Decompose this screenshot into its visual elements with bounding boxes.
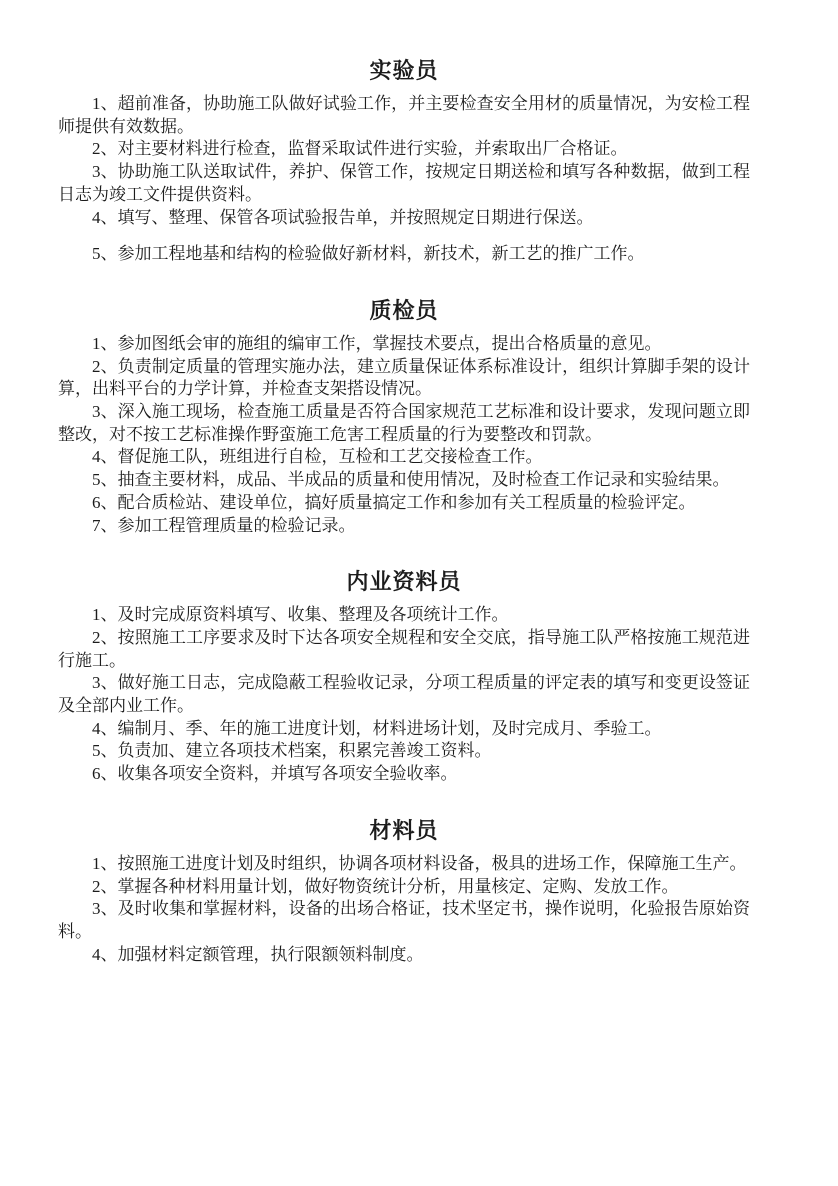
section-title: 材料员 xyxy=(369,817,439,843)
duty-item: 1、参加图纸会审的施组的编审工作，掌握技术要点，提出合格质量的意见。 xyxy=(92,333,662,353)
job-section-1 xyxy=(58,56,750,266)
duty-item: 4、督促施工队，班组进行自检，互检和工艺交接检查工作。 xyxy=(92,447,543,467)
duty-item: 7、参加工程管理质量的检验记录。 xyxy=(92,515,356,535)
duty-item: 3、做好施工日志，完成隐蔽工程验收记录，分项工程质量的评定表的填写和变更设签证及全部内业工作。 xyxy=(58,673,750,716)
duty-item: 2、掌握各种材料用量计划，做好物资统计分析，用量核定、定购、发放工作。 xyxy=(92,876,679,896)
section-title: 内业资料员 xyxy=(346,569,462,595)
duty-item: 5、参加工程地基和结构的检验做好新材料，新技术，新工艺的推广工作。 xyxy=(92,244,645,264)
duty-item: 2、按照施工工序要求及时下达各项安全规程和安全交底，指导施工队严格按施工规范进行施工。 xyxy=(58,627,750,670)
job-section-3 xyxy=(58,567,750,786)
section-title: 实验员 xyxy=(369,58,439,83)
duty-item: 3、协助施工队送取试件，养护、保管工作，按规定日期送检和填写各种数据，做到工程日志为竣工文件提供资料。 xyxy=(58,162,750,204)
duty-item: 1、及时完成原资料填写、收集、整理及各项统计工作。 xyxy=(92,605,509,625)
job-section-2 xyxy=(58,296,750,537)
duty-item: 6、配合质检站、建设单位，搞好质量搞定工作和参加有关工程质量的检验评定。 xyxy=(92,492,696,512)
section-title: 质检员 xyxy=(369,297,439,323)
sections-container xyxy=(58,56,750,966)
duty-item: 3、及时收集和掌握材料，设备的出场合格证，技术坚定书，操作说明，化验报告原始资料。 xyxy=(58,899,750,941)
duty-item: 1、按照施工进度计划及时组织，协调各项材料设备，极具的进场工作，保障施工生产。 xyxy=(92,853,747,873)
duty-item: 4、加强材料定额管理，执行限额领料制度。 xyxy=(92,944,424,964)
duty-item: 2、负责制定质量的管理实施办法，建立质量保证体系标准设计，组织计算脚手架的设计算，出料平台的力学计算，并检查支架搭设情况。 xyxy=(58,356,750,399)
duty-item: 4、填写、整理、保管各项试验报告单，并按照规定日期进行保送。 xyxy=(92,207,594,227)
job-section-4 xyxy=(58,816,750,967)
duty-item: 6、收集各项安全资料，并填写各项安全验收率。 xyxy=(92,764,458,784)
duty-item: 2、对主要材料进行检查，监督采取试件进行实验，并索取出厂合格证。 xyxy=(92,139,628,159)
duty-item: 5、抽查主要材料，成品、半成品的质量和使用情况，及时检查工作记录和实验结果。 xyxy=(92,470,730,490)
duty-item: 3、深入施工现场，检查施工质量是否符合国家规范工艺标准和设计要求，发现问题立即整改，对不按工艺标准操作野蛮施工危害工程质量的行为要整改和罚款。 xyxy=(58,402,750,444)
duty-item: 5、负责加、建立各项技术档案，积累完善竣工资料。 xyxy=(92,741,492,761)
duty-item: 4、编制月、季、年的施工进度计划，材料进场计划，及时完成月、季验工。 xyxy=(92,718,662,738)
duty-item: 1、超前准备，协助施工队做好试验工作，并主要检查安全用材的质量情况，为安检工程师提供有效数据。 xyxy=(58,94,750,136)
